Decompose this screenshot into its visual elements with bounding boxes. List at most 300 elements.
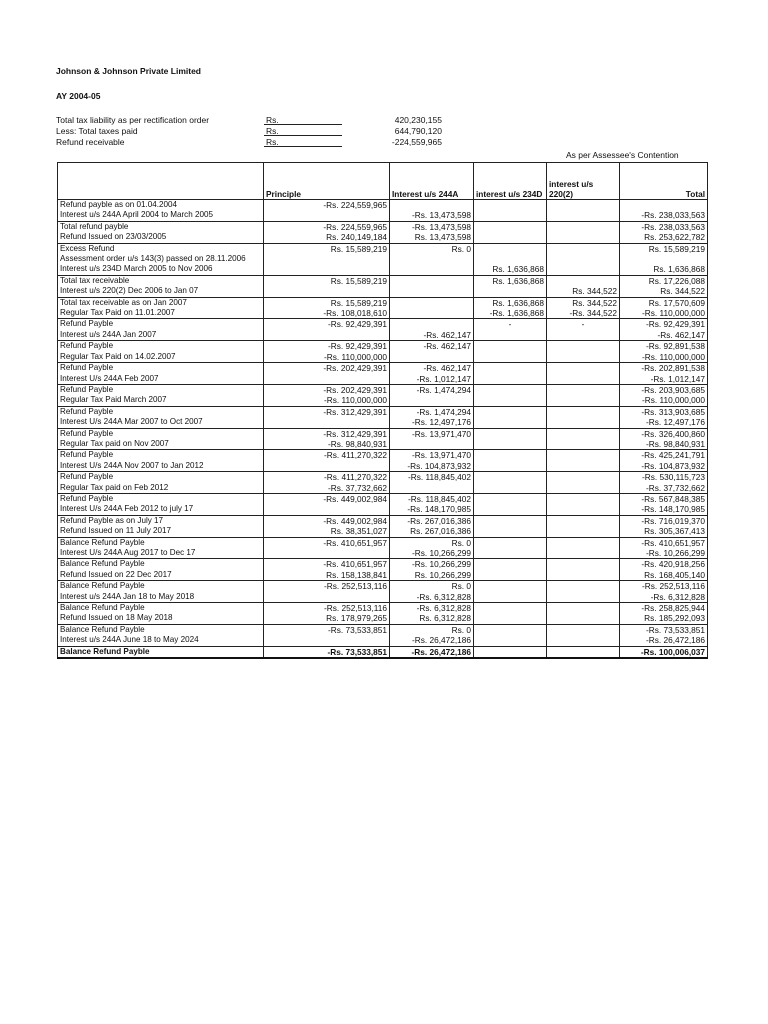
row-label: Balance Refund Payble [58, 559, 264, 570]
cell-value [474, 243, 547, 254]
cell-value [547, 515, 620, 526]
table-row [58, 352, 708, 363]
table-row [58, 483, 708, 494]
cell-value [474, 559, 547, 570]
cell-value: Rs. 1,636,868 [474, 264, 547, 275]
cell-value [264, 286, 390, 297]
cell-value [547, 592, 620, 603]
cell-value: -Rs. 238,033,563 [620, 210, 708, 221]
summary-amount: 644,790,120 [394, 126, 442, 136]
cell-value: -Rs. 1,474,294 [390, 384, 474, 395]
table-header-row [58, 163, 708, 200]
cell-value [474, 570, 547, 581]
cell-value [547, 624, 620, 635]
cell-value [390, 297, 474, 308]
cell-value: -Rs. 110,000,000 [264, 352, 390, 363]
summary-amount: 420,230,155 [394, 115, 442, 125]
cell-value [264, 548, 390, 559]
cell-value [474, 526, 547, 537]
cell-value [474, 395, 547, 406]
cell-value: -Rs. 1,636,868 [474, 308, 547, 319]
table-row [58, 200, 708, 211]
cell-value: -Rs. 1,012,147 [620, 374, 708, 385]
cell-value: -Rs. 462,147 [390, 363, 474, 374]
table-row [58, 570, 708, 581]
cell-value [547, 352, 620, 363]
cell-value [547, 472, 620, 483]
cell-value [390, 264, 474, 275]
cell-value: -Rs. 462,147 [390, 341, 474, 352]
table-row [58, 363, 708, 374]
cell-value [474, 592, 547, 603]
cell-value [547, 450, 620, 461]
cell-value [474, 428, 547, 439]
cell-value: -Rs. 224,559,965 [264, 200, 390, 211]
column-header: Principle [264, 163, 390, 200]
cell-value [547, 417, 620, 428]
cell-value: -Rs. 118,845,402 [390, 472, 474, 483]
cell-value: -Rs. 202,429,391 [264, 384, 390, 395]
cell-value: -Rs. 73,533,851 [620, 624, 708, 635]
cell-value: Rs. 240,149,184 [264, 232, 390, 243]
row-label: Interest u/s 244A June 18 to May 2024 [58, 635, 264, 646]
table-row [58, 243, 708, 254]
contention-caption: As per Assessee's Contention [566, 150, 679, 160]
cell-value: -Rs. 449,002,984 [264, 515, 390, 526]
cell-value [547, 559, 620, 570]
cell-value: -Rs. 73,533,851 [264, 646, 390, 658]
row-label: Refund payble as on 01.04.2004 [58, 200, 264, 211]
row-label: Refund Payble [58, 406, 264, 417]
row-label: Regular Tax paid on Feb 2012 [58, 483, 264, 494]
cell-value [390, 395, 474, 406]
cell-value: -Rs. 312,429,391 [264, 406, 390, 417]
table-row [58, 504, 708, 515]
cell-value: Rs. 15,589,219 [264, 243, 390, 254]
cell-value: -Rs. 462,147 [620, 330, 708, 341]
cell-value [390, 319, 474, 330]
cell-value [474, 603, 547, 614]
cell-value: -Rs. 37,732,662 [620, 483, 708, 494]
row-label: Refund Issued on 22 Dec 2017 [58, 570, 264, 581]
cell-value: Rs. 0 [390, 537, 474, 548]
cell-value [474, 254, 547, 264]
cell-value [547, 363, 620, 374]
cell-value [547, 428, 620, 439]
cell-value [474, 581, 547, 592]
cell-value [547, 374, 620, 385]
cell-value [390, 352, 474, 363]
cell-value: -Rs. 110,000,000 [620, 308, 708, 319]
cell-value: -Rs. 449,002,984 [264, 493, 390, 504]
cell-value [474, 472, 547, 483]
row-label: Refund Issued on 11 July 2017 [58, 526, 264, 537]
cell-value [474, 341, 547, 352]
cell-value: -Rs. 6,312,828 [390, 592, 474, 603]
summary-label: Total tax liability as per rectification order [56, 115, 210, 125]
cell-value [547, 493, 620, 504]
cell-value: -Rs. 267,016,386 [390, 515, 474, 526]
table-row [58, 646, 708, 658]
cell-value [474, 330, 547, 341]
cell-value [474, 548, 547, 559]
cell-value [547, 548, 620, 559]
cell-value [474, 200, 547, 211]
cell-value: -Rs. 13,473,598 [390, 221, 474, 232]
table-row [58, 526, 708, 537]
row-label: Interest u/s 220(2) Dec 2006 to Jan 07 [58, 286, 264, 297]
row-label: Excess Refund [58, 243, 264, 254]
cell-value: -Rs. 110,000,000 [620, 352, 708, 363]
cell-value: Rs. 253,622,782 [620, 232, 708, 243]
cell-value: -Rs. 6,312,828 [620, 592, 708, 603]
cell-value: -Rs. 92,891,538 [620, 341, 708, 352]
cell-value [547, 341, 620, 352]
table-row [58, 428, 708, 439]
cell-value: Rs. 1,636,868 [474, 297, 547, 308]
table-row [58, 286, 708, 297]
table-body [58, 200, 708, 659]
cell-value [474, 286, 547, 297]
cell-value [547, 461, 620, 472]
cell-value: -Rs. 92,429,391 [620, 319, 708, 330]
table-row [58, 254, 708, 264]
cell-value [264, 374, 390, 385]
cell-value: Rs. 305,367,413 [620, 526, 708, 537]
cell-value [547, 243, 620, 254]
cell-value [547, 200, 620, 211]
row-label: Interest U/s 244A Aug 2017 to Dec 17 [58, 548, 264, 559]
cell-value: -Rs. 13,473,598 [390, 210, 474, 221]
cell-value [474, 515, 547, 526]
row-label: Interest u/s 244A April 2004 to March 2005 [58, 210, 264, 221]
row-label: Interest U/s 244A Mar 2007 to Oct 2007 [58, 417, 264, 428]
cell-value: -Rs. 1,012,147 [390, 374, 474, 385]
cell-value [474, 363, 547, 374]
cell-value: -Rs. 344,522 [547, 308, 620, 319]
row-label: Refund Payble as on July 17 [58, 515, 264, 526]
row-label: Regular Tax Paid March 2007 [58, 395, 264, 406]
cell-value [547, 384, 620, 395]
cell-value: -Rs. 420,918,256 [620, 559, 708, 570]
cell-value: -Rs. 104,873,932 [620, 461, 708, 472]
cell-value: -Rs. 252,513,116 [620, 581, 708, 592]
table-row [58, 264, 708, 275]
cell-value: -Rs. 13,971,470 [390, 450, 474, 461]
cell-value [264, 504, 390, 515]
summary-currency: Rs. [264, 137, 342, 147]
row-label: Refund Payble [58, 428, 264, 439]
cell-value: -Rs. 118,845,402 [390, 493, 474, 504]
table-row [58, 232, 708, 243]
cell-value: Rs. 344,522 [547, 297, 620, 308]
cell-value: Rs. 10,266,299 [390, 570, 474, 581]
cell-value [547, 395, 620, 406]
cell-value [547, 254, 620, 264]
cell-value [547, 330, 620, 341]
cell-value: -Rs. 410,651,957 [264, 559, 390, 570]
cell-value [474, 439, 547, 450]
row-label: Total tax receivable as on Jan 2007 [58, 297, 264, 308]
cell-value [474, 537, 547, 548]
cell-value [547, 635, 620, 646]
cell-value: Rs. 0 [390, 624, 474, 635]
column-header [58, 163, 264, 200]
row-label: Regular Tax Paid on 14.02.2007 [58, 352, 264, 363]
cell-value [547, 646, 620, 658]
cell-value: Rs. 0 [390, 581, 474, 592]
cell-value: Rs. 0 [390, 243, 474, 254]
cell-value: -Rs. 37,732,662 [264, 483, 390, 494]
cell-value: Rs. 15,589,219 [264, 275, 390, 286]
cell-value: Rs. 17,226,088 [620, 275, 708, 286]
cell-value: Rs. 185,292,093 [620, 613, 708, 624]
row-label: Refund Issued on 23/03/2005 [58, 232, 264, 243]
cell-value [264, 210, 390, 221]
cell-value: -Rs. 462,147 [390, 330, 474, 341]
cell-value [264, 461, 390, 472]
cell-value: -Rs. 104,873,932 [390, 461, 474, 472]
cell-value [390, 275, 474, 286]
cell-value: Rs. 1,636,868 [474, 275, 547, 286]
table-row [58, 374, 708, 385]
cell-value [474, 374, 547, 385]
table-row [58, 537, 708, 548]
cell-value [474, 646, 547, 658]
cell-value: -Rs. 203,903,685 [620, 384, 708, 395]
row-label: Balance Refund Payble [58, 603, 264, 614]
cell-value: -Rs. 326,400,860 [620, 428, 708, 439]
row-label: Refund Issued on 18 May 2018 [58, 613, 264, 624]
cell-value [547, 581, 620, 592]
cell-value: -Rs. 26,472,186 [390, 635, 474, 646]
cell-value: -Rs. 411,270,322 [264, 472, 390, 483]
table-row [58, 319, 708, 330]
cell-value [620, 254, 708, 264]
cell-value: Rs. 13,473,598 [390, 232, 474, 243]
cell-value [474, 493, 547, 504]
table-row [58, 461, 708, 472]
cell-value [264, 592, 390, 603]
cell-value: - [474, 319, 547, 330]
summary-currency: Rs. [264, 115, 342, 125]
cell-value [547, 526, 620, 537]
cell-value: Rs. 38,351,027 [264, 526, 390, 537]
table-row [58, 308, 708, 319]
cell-value [474, 384, 547, 395]
table-row [58, 493, 708, 504]
cell-value [390, 439, 474, 450]
summary-currency: Rs. [264, 126, 342, 136]
summary-label: Refund receivable [56, 137, 125, 147]
cell-value: Rs. 1,636,868 [620, 264, 708, 275]
table-row [58, 592, 708, 603]
cell-value [547, 264, 620, 275]
table-row [58, 472, 708, 483]
row-label: Interest u/s 234D March 2005 to Nov 2006 [58, 264, 264, 275]
cell-value: -Rs. 98,840,931 [264, 439, 390, 450]
cell-value: Rs. 15,589,219 [264, 297, 390, 308]
row-label: Balance Refund Payble [58, 646, 264, 658]
cell-value: -Rs. 312,429,391 [264, 428, 390, 439]
row-label: Refund Payble [58, 363, 264, 374]
cell-value: -Rs. 252,513,116 [264, 603, 390, 614]
cell-value: -Rs. 10,266,299 [390, 559, 474, 570]
cell-value [474, 613, 547, 624]
cell-value: -Rs. 100,006,037 [620, 646, 708, 658]
table-row [58, 450, 708, 461]
cell-value: -Rs. 425,241,791 [620, 450, 708, 461]
cell-value: Rs. 158,138,841 [264, 570, 390, 581]
cell-value [264, 254, 390, 264]
cell-value: -Rs. 258,825,944 [620, 603, 708, 614]
cell-value: -Rs. 238,033,563 [620, 221, 708, 232]
cell-value [390, 200, 474, 211]
cell-value: -Rs. 12,497,176 [620, 417, 708, 428]
cell-value [547, 439, 620, 450]
cell-value [474, 210, 547, 221]
cell-value [620, 200, 708, 211]
cell-value: -Rs. 716,019,370 [620, 515, 708, 526]
cell-value: -Rs. 224,559,965 [264, 221, 390, 232]
row-label: Balance Refund Payble [58, 537, 264, 548]
row-label: Interest u/s 244A Jan 18 to May 2018 [58, 592, 264, 603]
table-row [58, 341, 708, 352]
table-row [58, 210, 708, 221]
row-label: Refund Payble [58, 319, 264, 330]
cell-value [390, 286, 474, 297]
cell-value: -Rs. 10,266,299 [620, 548, 708, 559]
cell-value: Rs. 344,522 [547, 286, 620, 297]
cell-value: Rs. 344,522 [620, 286, 708, 297]
cell-value [547, 232, 620, 243]
cell-value [547, 221, 620, 232]
table-row [58, 515, 708, 526]
refund-table [57, 162, 708, 659]
table-row [58, 395, 708, 406]
cell-value: -Rs. 148,170,985 [620, 504, 708, 515]
row-label: Refund Payble [58, 493, 264, 504]
cell-value [474, 352, 547, 363]
cell-value [474, 232, 547, 243]
cell-value [390, 308, 474, 319]
table-row [58, 613, 708, 624]
cell-value: -Rs. 202,429,391 [264, 363, 390, 374]
cell-value [474, 635, 547, 646]
cell-value [474, 624, 547, 635]
cell-value [390, 254, 474, 264]
table-row [58, 439, 708, 450]
cell-value: -Rs. 410,651,957 [264, 537, 390, 548]
cell-value: -Rs. 148,170,985 [390, 504, 474, 515]
table-row [58, 581, 708, 592]
cell-value: -Rs. 567,848,385 [620, 493, 708, 504]
cell-value [474, 483, 547, 494]
cell-value: -Rs. 92,429,391 [264, 341, 390, 352]
row-label: Interest U/s 244A Feb 2012 to july 17 [58, 504, 264, 515]
cell-value: - [547, 319, 620, 330]
cell-value [474, 450, 547, 461]
row-label: Interest U/s 244A Feb 2007 [58, 374, 264, 385]
cell-value: -Rs. 10,266,299 [390, 548, 474, 559]
row-label: Total refund payble [58, 221, 264, 232]
row-label: Interest u/s 244A Jan 2007 [58, 330, 264, 341]
column-header: interest u/s 220(2) [547, 163, 620, 200]
cell-value: -Rs. 202,891,538 [620, 363, 708, 374]
cell-value [547, 570, 620, 581]
cell-value [547, 504, 620, 515]
cell-value [547, 406, 620, 417]
cell-value [547, 210, 620, 221]
cell-value: -Rs. 411,270,322 [264, 450, 390, 461]
table-row [58, 297, 708, 308]
cell-value: -Rs. 110,000,000 [264, 395, 390, 406]
table-row [58, 603, 708, 614]
cell-value: -Rs. 530,115,723 [620, 472, 708, 483]
cell-value: -Rs. 108,018,610 [264, 308, 390, 319]
cell-value: -Rs. 313,903,685 [620, 406, 708, 417]
column-header: Interest u/s 244A [390, 163, 474, 200]
column-header: interest u/s 234D [474, 163, 547, 200]
table-row [58, 221, 708, 232]
cell-value [474, 504, 547, 515]
cell-value: -Rs. 12,497,176 [390, 417, 474, 428]
cell-value: -Rs. 110,000,000 [620, 395, 708, 406]
summary-label: Less: Total taxes paid [56, 126, 138, 136]
row-label: Assessment order u/s 143(3) passed on 28.11.2006 [58, 254, 264, 264]
cell-value [474, 461, 547, 472]
row-label: Balance Refund Payble [58, 581, 264, 592]
table-row [58, 624, 708, 635]
cell-value: -Rs. 26,472,186 [620, 635, 708, 646]
cell-value [547, 537, 620, 548]
cell-value: -Rs. 26,472,186 [390, 646, 474, 658]
summary-amount: -224,559,965 [391, 137, 442, 147]
column-header: Total [620, 163, 708, 200]
cell-value [264, 264, 390, 275]
row-label: Regular Tax Paid on 11.01.2007 [58, 308, 264, 319]
cell-value [264, 635, 390, 646]
table-row [58, 417, 708, 428]
cell-value: -Rs. 98,840,931 [620, 439, 708, 450]
cell-value: -Rs. 73,533,851 [264, 624, 390, 635]
cell-value: -Rs. 6,312,828 [390, 603, 474, 614]
cell-value [390, 483, 474, 494]
cell-value: -Rs. 92,429,391 [264, 319, 390, 330]
table-row [58, 384, 708, 395]
table-row [58, 406, 708, 417]
cell-value [474, 406, 547, 417]
cell-value: Rs. 17,570,609 [620, 297, 708, 308]
cell-value [547, 613, 620, 624]
table-row [58, 275, 708, 286]
cell-value: Rs. 267,016,386 [390, 526, 474, 537]
row-label: Refund Payble [58, 472, 264, 483]
cell-value [547, 275, 620, 286]
row-label: Refund Payble [58, 450, 264, 461]
table-row [58, 635, 708, 646]
cell-value [264, 417, 390, 428]
cell-value: -Rs. 13,971,470 [390, 428, 474, 439]
cell-value [547, 603, 620, 614]
cell-value: -Rs. 410,651,957 [620, 537, 708, 548]
cell-value: Rs. 178,979,265 [264, 613, 390, 624]
table-row [58, 548, 708, 559]
row-label: Refund Payble [58, 384, 264, 395]
cell-value: -Rs. 252,513,116 [264, 581, 390, 592]
row-label: Regular Tax paid on Nov 2007 [58, 439, 264, 450]
cell-value [474, 221, 547, 232]
